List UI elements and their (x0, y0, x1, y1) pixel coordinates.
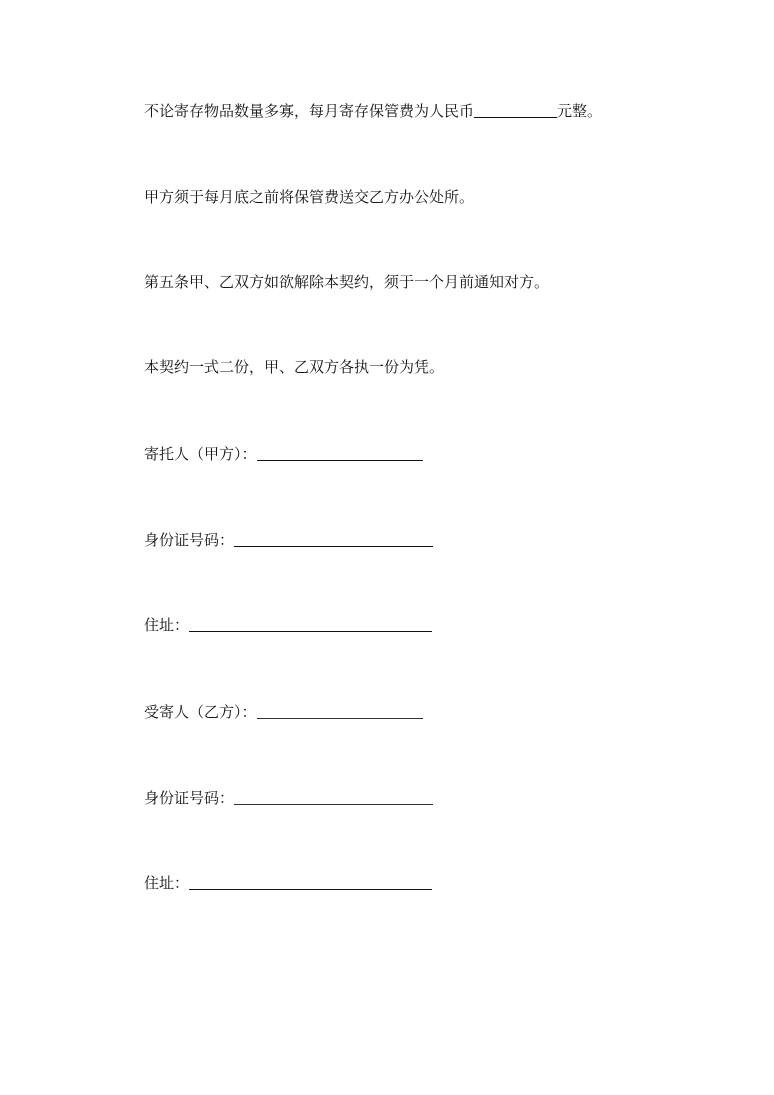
termination-clause-text: 第五条甲、乙双方如欲解除本契约，须于一个月前通知对方。 (144, 273, 550, 291)
party-b-id-label: 身份证号码： (144, 789, 235, 807)
party-b-name-blank[interactable] (257, 703, 423, 719)
party-a-name-blank[interactable] (257, 445, 423, 461)
copies-clause (144, 357, 444, 377)
party-a-name-label: 寄托人（甲方）： (144, 445, 257, 463)
fee-clause-suffix: 元整。 (557, 102, 603, 120)
payment-clause-text: 甲方须于每月底之前将保管费送交乙方办公处所。 (144, 188, 475, 206)
termination-clause (144, 272, 549, 292)
party-b-name-label: 受寄人（乙方）： (144, 703, 257, 721)
storage-fee-clause (144, 101, 602, 121)
party-b-name-row (144, 702, 423, 722)
party-b-address-label: 住址： (144, 874, 190, 892)
copies-clause-text: 本契约一式二份，甲、乙双方各执一份为凭。 (144, 358, 445, 376)
party-b-address-blank[interactable] (189, 874, 432, 890)
party-a-id-label: 身份证号码： (144, 531, 235, 549)
party-a-id-row (144, 530, 433, 550)
party-b-id-blank[interactable] (234, 789, 433, 805)
party-a-address-row (144, 615, 432, 635)
party-a-address-blank[interactable] (189, 616, 432, 632)
fee-amount-blank[interactable] (474, 102, 557, 118)
payment-clause (144, 187, 474, 207)
party-a-name-row (144, 444, 423, 464)
party-b-id-row (144, 788, 433, 808)
party-a-address-label: 住址： (144, 616, 190, 634)
fee-clause-prefix: 不论寄存物品数量多寡，每月寄存保管费为人民币 (144, 102, 475, 120)
party-b-address-row (144, 873, 432, 893)
party-a-id-blank[interactable] (234, 531, 433, 547)
